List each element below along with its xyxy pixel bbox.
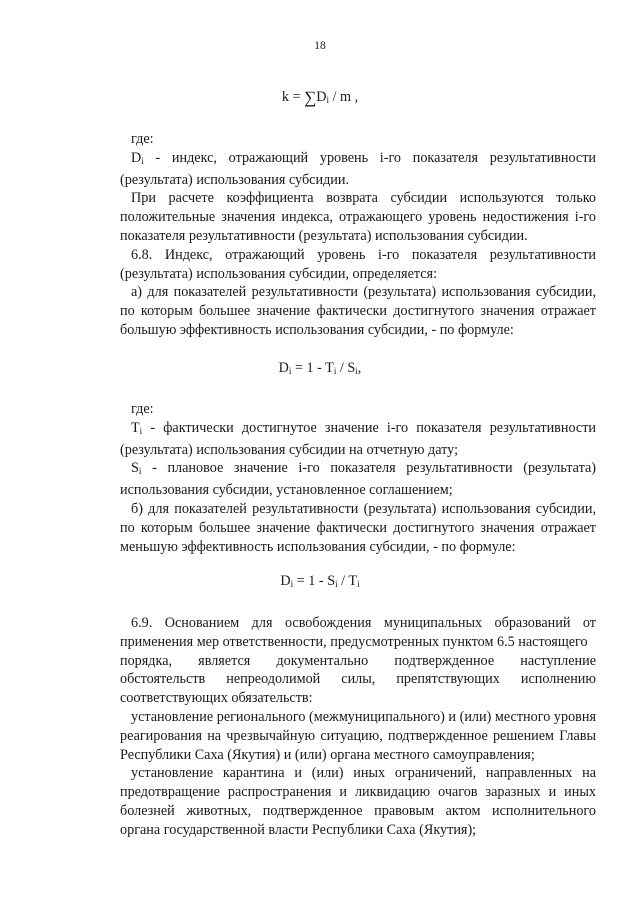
paragraph-b: б) для показателей результативности (результата) использования субсидии, по которым большее значение фактически достигнутого значения отражает меньшую эффективность использования субсидии, - по формуле: [120,500,596,555]
paragraph-6-9-line3: порядка, является документально подтвержденное наступление [120,652,596,669]
si-definition: $S_i$ - плановое значение i-го показателя результативности (результата) использования субсидии, установленное соглашением; [120,460,596,499]
sigma-symbol: ∑ [304,88,317,107]
paragraph-6-9-line4: обстоятельств непреодолимой силы, препятствующих исполнению [120,671,596,688]
paragraph-quarantine: установление карантина и (или) иных ограничений, направленных на предотвращение распространения и ликвидацию очагов заразных и иных болезней животных, подтвержденное правовым актом исполнительного органа государственной власти Республики Саха (Якутия); [120,765,596,838]
paragraph-6-9-start: 6.9. Основанием для освобождения муниципальных образований от применения мер ответственности, предусмотренных пунктом 6.5 настоящего [120,615,596,650]
formula-b: $D_i = 1 - S_i / T_i$ [280,573,360,589]
paragraph-6-8: 6.8. Индекс, отражающий уровень i-го показателя результативности (результата) использования субсидии, определяется: [120,246,596,282]
formula-k-lhs: k = [281,89,305,105]
section-definitions-2 [120,400,596,556]
where-label-2: где: [131,401,154,417]
ti-definition: $T_i$ - фактически достигнутое значение i-го показателя результативности (результата) использования субсидии на отчетную дату; [120,419,596,458]
di-definition: $D_i$ - индекс, отражающий уровень i-го показателя результативности (результата) использования субсидии. [120,149,596,188]
section-6-9 [120,614,596,840]
paragraph-emergency: установление регионального (межмуниципального) и (или) местного уровня реагирования на чрезвычайную ситуацию, подтвержденное решением Главы Республики Саха (Якутия) и (или) органа местного самоуправления; [120,708,596,763]
formula-k: $k = \sum D_i / m$ , [281,88,359,107]
paragraph-6-9-end: соответствующих обязательств: [120,690,313,707]
paragraph-positive-values: При расчете коэффициента возврата субсидии используются только положительные значения индекса, отражающего уровень недостижения i-го показателя результативности (результата) использования субсидии. [120,190,596,244]
paragraph-a: а) для показателей результативности (результата) использования субсидии, по которым большее значение фактически достигнутого значения отражает большую эффективность использования субсидии, - по формуле: [120,284,596,338]
where-label: где: [131,131,154,147]
formula-a: $D_i = 1 - T_i / S_i$, [278,360,362,376]
section-definitions-1 [120,130,596,340]
page-number: 18 [314,40,326,52]
